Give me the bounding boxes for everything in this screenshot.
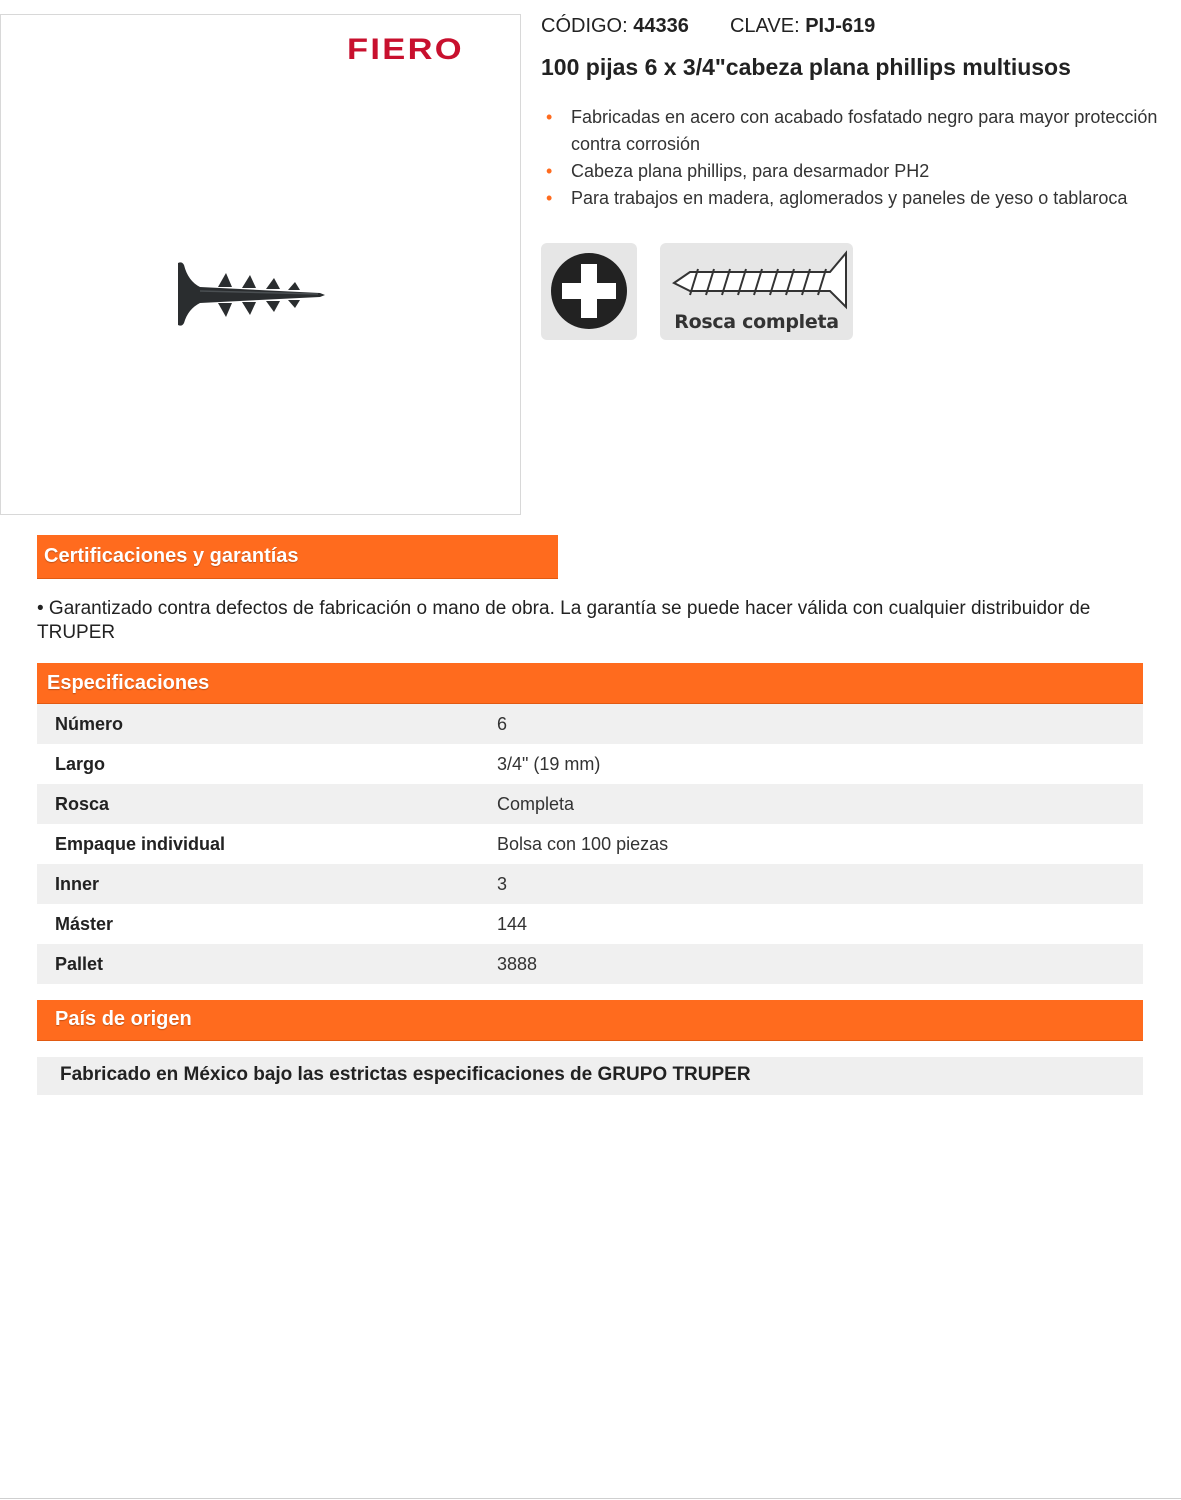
list-item: • Fabricadas en acero con acabado fosfatado negro para mayor protección contra corrosión [541, 104, 1161, 158]
spec-label: Largo [37, 744, 497, 784]
spec-value: 144 [497, 904, 1143, 944]
spec-value: 3/4" (19 mm) [497, 744, 1143, 784]
table-row [37, 824, 1143, 864]
spec-value: Completa [497, 784, 1143, 824]
spec-label: Número [37, 704, 497, 744]
screw-photo [170, 255, 330, 335]
origin-text: Fabricado en México bajo las estrictas especificaciones de GRUPO TRUPER [37, 1057, 1143, 1095]
spec-label: Inner [37, 864, 497, 904]
feature-list [541, 104, 1161, 212]
product-title: 100 pijas 6 x 3/4"cabeza plana phillips multiusos [541, 54, 1071, 80]
spec-label: Empaque individual [37, 824, 497, 864]
origin-heading: País de origen [37, 1000, 1143, 1041]
thread-caption: Rosca completa [674, 311, 839, 333]
bullet-icon: • [546, 107, 553, 127]
phillips-head-icon [541, 243, 637, 340]
spec-label: Pallet [37, 944, 497, 984]
footer-divider [0, 1498, 1181, 1499]
spec-label: Rosca [37, 784, 497, 824]
product-codes [541, 15, 875, 38]
key-value: PIJ-619 [805, 15, 876, 37]
code-label: CÓDIGO: [541, 15, 628, 37]
table-row [37, 784, 1143, 824]
certifications-heading: Certificaciones y garantías [37, 535, 558, 579]
table-row [37, 904, 1143, 944]
specifications-heading: Especificaciones [37, 663, 1143, 704]
brand-logo: FIERO [347, 33, 464, 66]
spec-value: 3888 [497, 944, 1143, 984]
bullet-icon: • [546, 188, 553, 208]
warranty-text: • Garantizado contra defectos de fabricación o mano de obra. La garantía se puede hacer válida con cualquier distribuidor de TRUPER [37, 598, 1091, 643]
table-row [37, 944, 1143, 984]
table-row [37, 864, 1143, 904]
full-thread-tile [660, 243, 853, 340]
phillips-head-tile [541, 243, 637, 340]
table-row [37, 744, 1143, 784]
spec-value: 3 [497, 864, 1143, 904]
code-value: 44336 [633, 15, 689, 37]
table-row [37, 704, 1143, 744]
full-thread-icon [660, 247, 853, 311]
key-label: CLAVE: [729, 15, 800, 37]
spec-label: Máster [37, 904, 497, 944]
spec-value: 6 [497, 704, 1143, 744]
list-item: • Para trabajos en madera, aglomerados y paneles de yeso o tablaroca [541, 185, 1161, 212]
spec-value: Bolsa con 100 piezas [497, 824, 1143, 864]
bullet-icon: • [546, 161, 553, 181]
list-item: • Cabeza plana phillips, para desarmador PH2 [541, 158, 1161, 185]
spec-table [37, 704, 1143, 984]
